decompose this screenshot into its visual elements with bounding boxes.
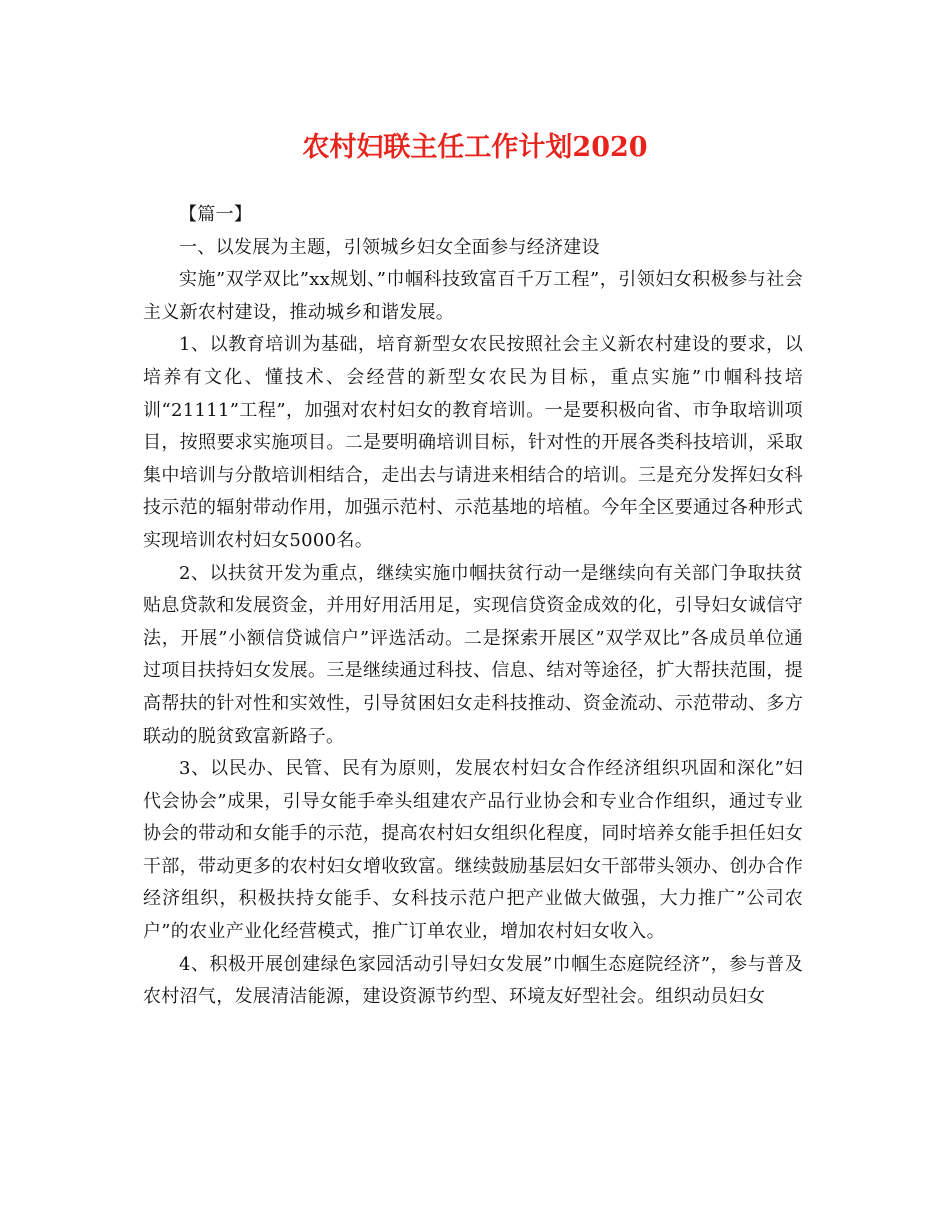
paragraph-1: 一、以发展为主题，引领城乡妇女全面参与经济建设 <box>179 236 600 258</box>
paragraph-3: 1、以教育培训为基础，培育新型女农民按照社会主义新农村建设的要求，以培养有文化、懂技术、会经营的新型女农民为目标，重点实施”巾帼科技培训“21111”工程”，加强对农村妇女的教育培训。一是要积极向省、市争取培训项目，按照要求实施项目。二是要明确培训目标，针对性的开展各类科技培训，采取集中培训与分散培训相结合，走出去与请进来相结合的培训。三是充分发挥妇女科技示范的辐射带动作用，加强示范村、示范基地的培植。今年全区要通过各种形式实现培训农村妇女5000名。 <box>143 334 803 551</box>
paragraph-4: 2、以扶贫开发为重点，继续实施巾帼扶贫行动一是继续向有关部门争取扶贫贴息贷款和发展资金，并用好用活用足，实现信贷资金成效的化，引导妇女诚信守法，开展”小额信贷诚信户”评选活动。二是探索开展区”双学双比”各成员单位通过项目扶持妇女发展。三是继续通过科技、信息、结对等途径，扩大帮扶范围，提高帮扶的针对性和实效性，引导贫困妇女走科技推动、资金流动、示范带动、多方联动的脱贫致富新路子。 <box>143 562 803 747</box>
document-body <box>143 199 803 1014</box>
paragraph-6: 4、积极开展创建绿色家园活动引导妇女发展”巾帼生态庭院经济”，参与普及农村沼气，发展清洁能源，建设资源节约型、环境友好型社会。组织动员妇女 <box>143 953 803 1008</box>
paragraph-5: 3、以民办、民管、民有为原则，发展农村妇女合作经济组织巩固和深化”妇代会协会”成果，引导女能手牵头组建农产品行业协会和专业合作组织，通过专业协会的带动和女能手的示范，提高农村妇女组织化程度，同时培养女能手担任妇女干部，带动更多的农村妇女增收致富。继续鼓励基层妇女干部带头领办、创办合作经济组织，积极扶持女能手、女科技示范户把产业做大做强，大力推广”公司农户”的农业产业化经营模式，推广订单农业，增加农村妇女收入。 <box>143 758 803 943</box>
document-title: 农村妇联主任工作计划2020 <box>302 132 648 163</box>
section-heading: 【篇一】 <box>179 204 253 225</box>
paragraph-2: 实施”双学双比”xx规划、”巾帼科技致富百千万工程”，引领妇女积极参与社会主义新农村建设，推动城乡和谐发展。 <box>143 269 803 323</box>
